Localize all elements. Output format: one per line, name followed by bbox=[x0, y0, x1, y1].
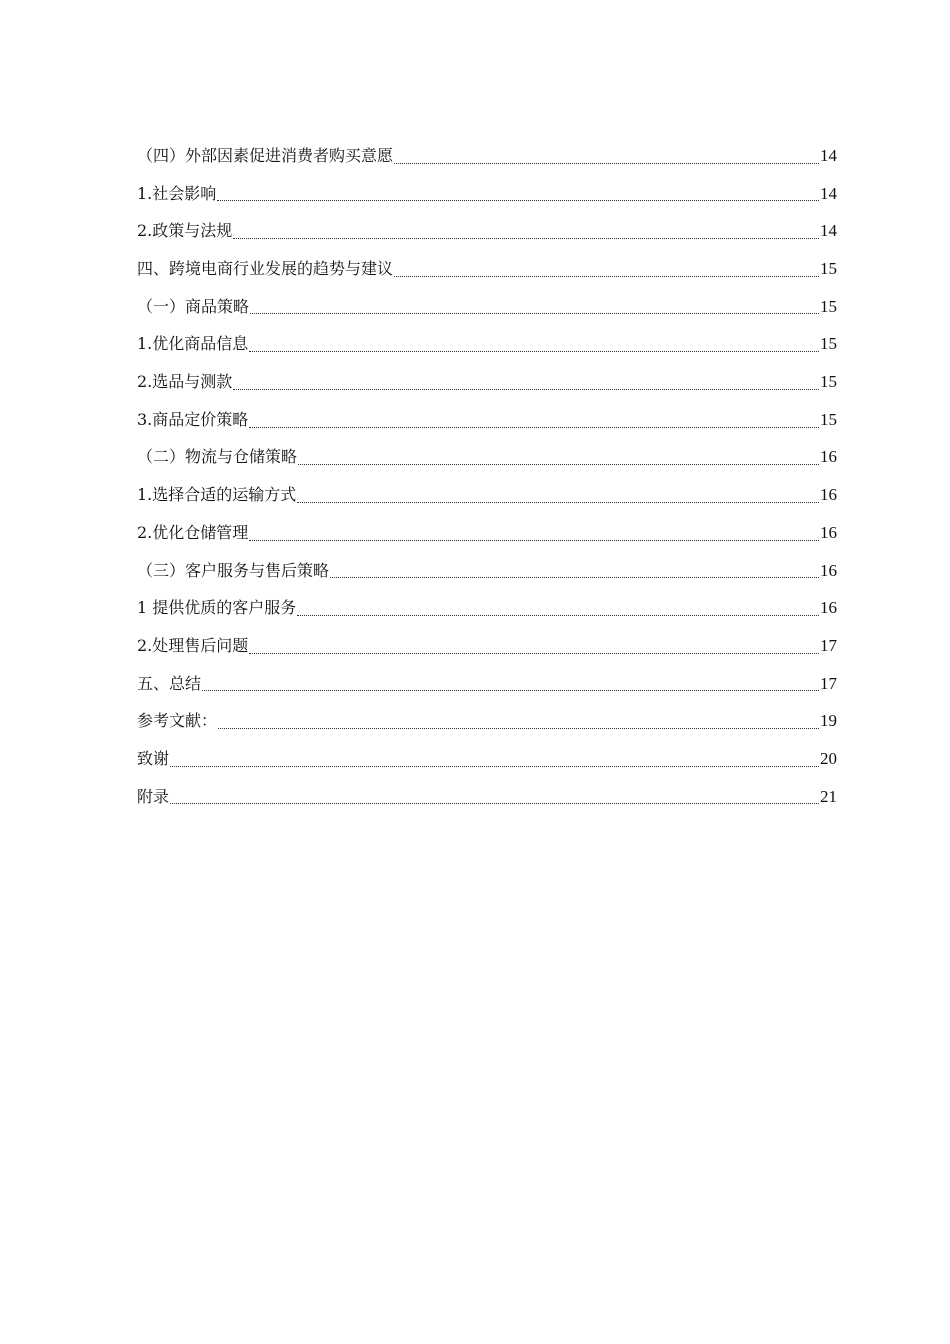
toc-entry-title: 2.政策与法规 bbox=[137, 221, 233, 241]
dot-leader bbox=[297, 502, 819, 503]
toc-entry-page-number: 17 bbox=[820, 635, 837, 655]
toc-entry[interactable] bbox=[137, 175, 837, 213]
toc-entry-title: （二）物流与仓储策略 bbox=[137, 447, 298, 467]
toc-entry-page-number: 15 bbox=[820, 296, 837, 316]
toc-entry-page-number: 16 bbox=[820, 485, 837, 505]
toc-entry-title: 四、跨境电商行业发展的趋势与建议 bbox=[137, 259, 394, 279]
toc-entry-title: 2.优化仓储管理 bbox=[137, 522, 249, 542]
toc-entry-title: （三）客户服务与售后策略 bbox=[137, 560, 330, 580]
toc-entry-page-number: 15 bbox=[820, 372, 837, 392]
toc-entry-title: （一）商品策略 bbox=[137, 296, 250, 316]
toc-entry[interactable] bbox=[137, 288, 837, 326]
toc-entry[interactable] bbox=[137, 589, 837, 627]
toc-entry-page-number: 17 bbox=[820, 673, 837, 693]
dot-leader bbox=[297, 615, 819, 616]
toc-entry-page-number: 14 bbox=[820, 145, 837, 165]
toc-entry[interactable] bbox=[137, 552, 837, 590]
dot-leader bbox=[250, 313, 819, 314]
toc-entry-title: 2.处理售后问题 bbox=[137, 635, 249, 655]
toc-entry-title: 1.选择合适的运输方式 bbox=[137, 485, 297, 505]
toc-entry[interactable] bbox=[137, 702, 837, 740]
dot-leader bbox=[170, 803, 819, 804]
toc-entry-page-number: 14 bbox=[820, 183, 837, 203]
dot-leader bbox=[233, 389, 819, 390]
toc-entry-page-number: 16 bbox=[820, 522, 837, 542]
toc-entry-title: 3.商品定价策略 bbox=[137, 409, 249, 429]
toc-entry[interactable] bbox=[137, 363, 837, 401]
dot-leader bbox=[330, 577, 819, 578]
toc-entry-title: 2.选品与测款 bbox=[137, 372, 233, 392]
toc-entry[interactable] bbox=[137, 250, 837, 288]
toc-entry[interactable] bbox=[137, 665, 837, 703]
dot-leader bbox=[202, 690, 819, 691]
dot-leader bbox=[217, 200, 819, 201]
toc-entry[interactable] bbox=[137, 137, 837, 175]
toc-entry-page-number: 15 bbox=[820, 334, 837, 354]
toc-entry-page-number: 21 bbox=[820, 786, 837, 806]
toc-entry-title: 致谢 bbox=[137, 748, 170, 768]
toc-entry-page-number: 15 bbox=[820, 259, 837, 279]
toc-entry-page-number: 14 bbox=[820, 221, 837, 241]
dot-leader bbox=[249, 427, 819, 428]
toc-entry[interactable] bbox=[137, 740, 837, 778]
dot-leader bbox=[298, 464, 819, 465]
toc-entry-title: 1.社会影响 bbox=[137, 183, 217, 203]
toc-entry-page-number: 16 bbox=[820, 447, 837, 467]
toc-entry-page-number: 16 bbox=[820, 560, 837, 580]
toc-entry-title: （四）外部因素促进消费者购买意愿 bbox=[137, 145, 394, 165]
toc-entry-page-number: 16 bbox=[820, 598, 837, 618]
toc-entry-title: 五、总结 bbox=[137, 673, 202, 693]
dot-leader bbox=[249, 351, 819, 352]
table-of-contents bbox=[137, 137, 837, 815]
dot-leader bbox=[249, 653, 819, 654]
dot-leader bbox=[249, 540, 819, 541]
toc-entry-title: 1 提供优质的客户服务 bbox=[137, 598, 297, 618]
toc-entry[interactable] bbox=[137, 778, 837, 816]
toc-entry-title: 附录 bbox=[137, 786, 170, 806]
toc-entry-page-number: 20 bbox=[820, 748, 837, 768]
dot-leader bbox=[170, 766, 819, 767]
toc-entry[interactable] bbox=[137, 514, 837, 552]
toc-entry[interactable] bbox=[137, 212, 837, 250]
toc-entry-title: 参考文献： bbox=[137, 711, 218, 731]
toc-entry[interactable] bbox=[137, 627, 837, 665]
toc-entry-page-number: 19 bbox=[820, 711, 837, 731]
toc-entry[interactable] bbox=[137, 325, 837, 363]
dot-leader bbox=[394, 163, 819, 164]
dot-leader bbox=[218, 728, 819, 729]
toc-entry[interactable] bbox=[137, 439, 837, 477]
toc-entry-page-number: 15 bbox=[820, 409, 837, 429]
toc-entry[interactable] bbox=[137, 401, 837, 439]
dot-leader bbox=[394, 276, 819, 277]
dot-leader bbox=[233, 238, 819, 239]
toc-entry-title: 1.优化商品信息 bbox=[137, 334, 249, 354]
toc-entry[interactable] bbox=[137, 476, 837, 514]
